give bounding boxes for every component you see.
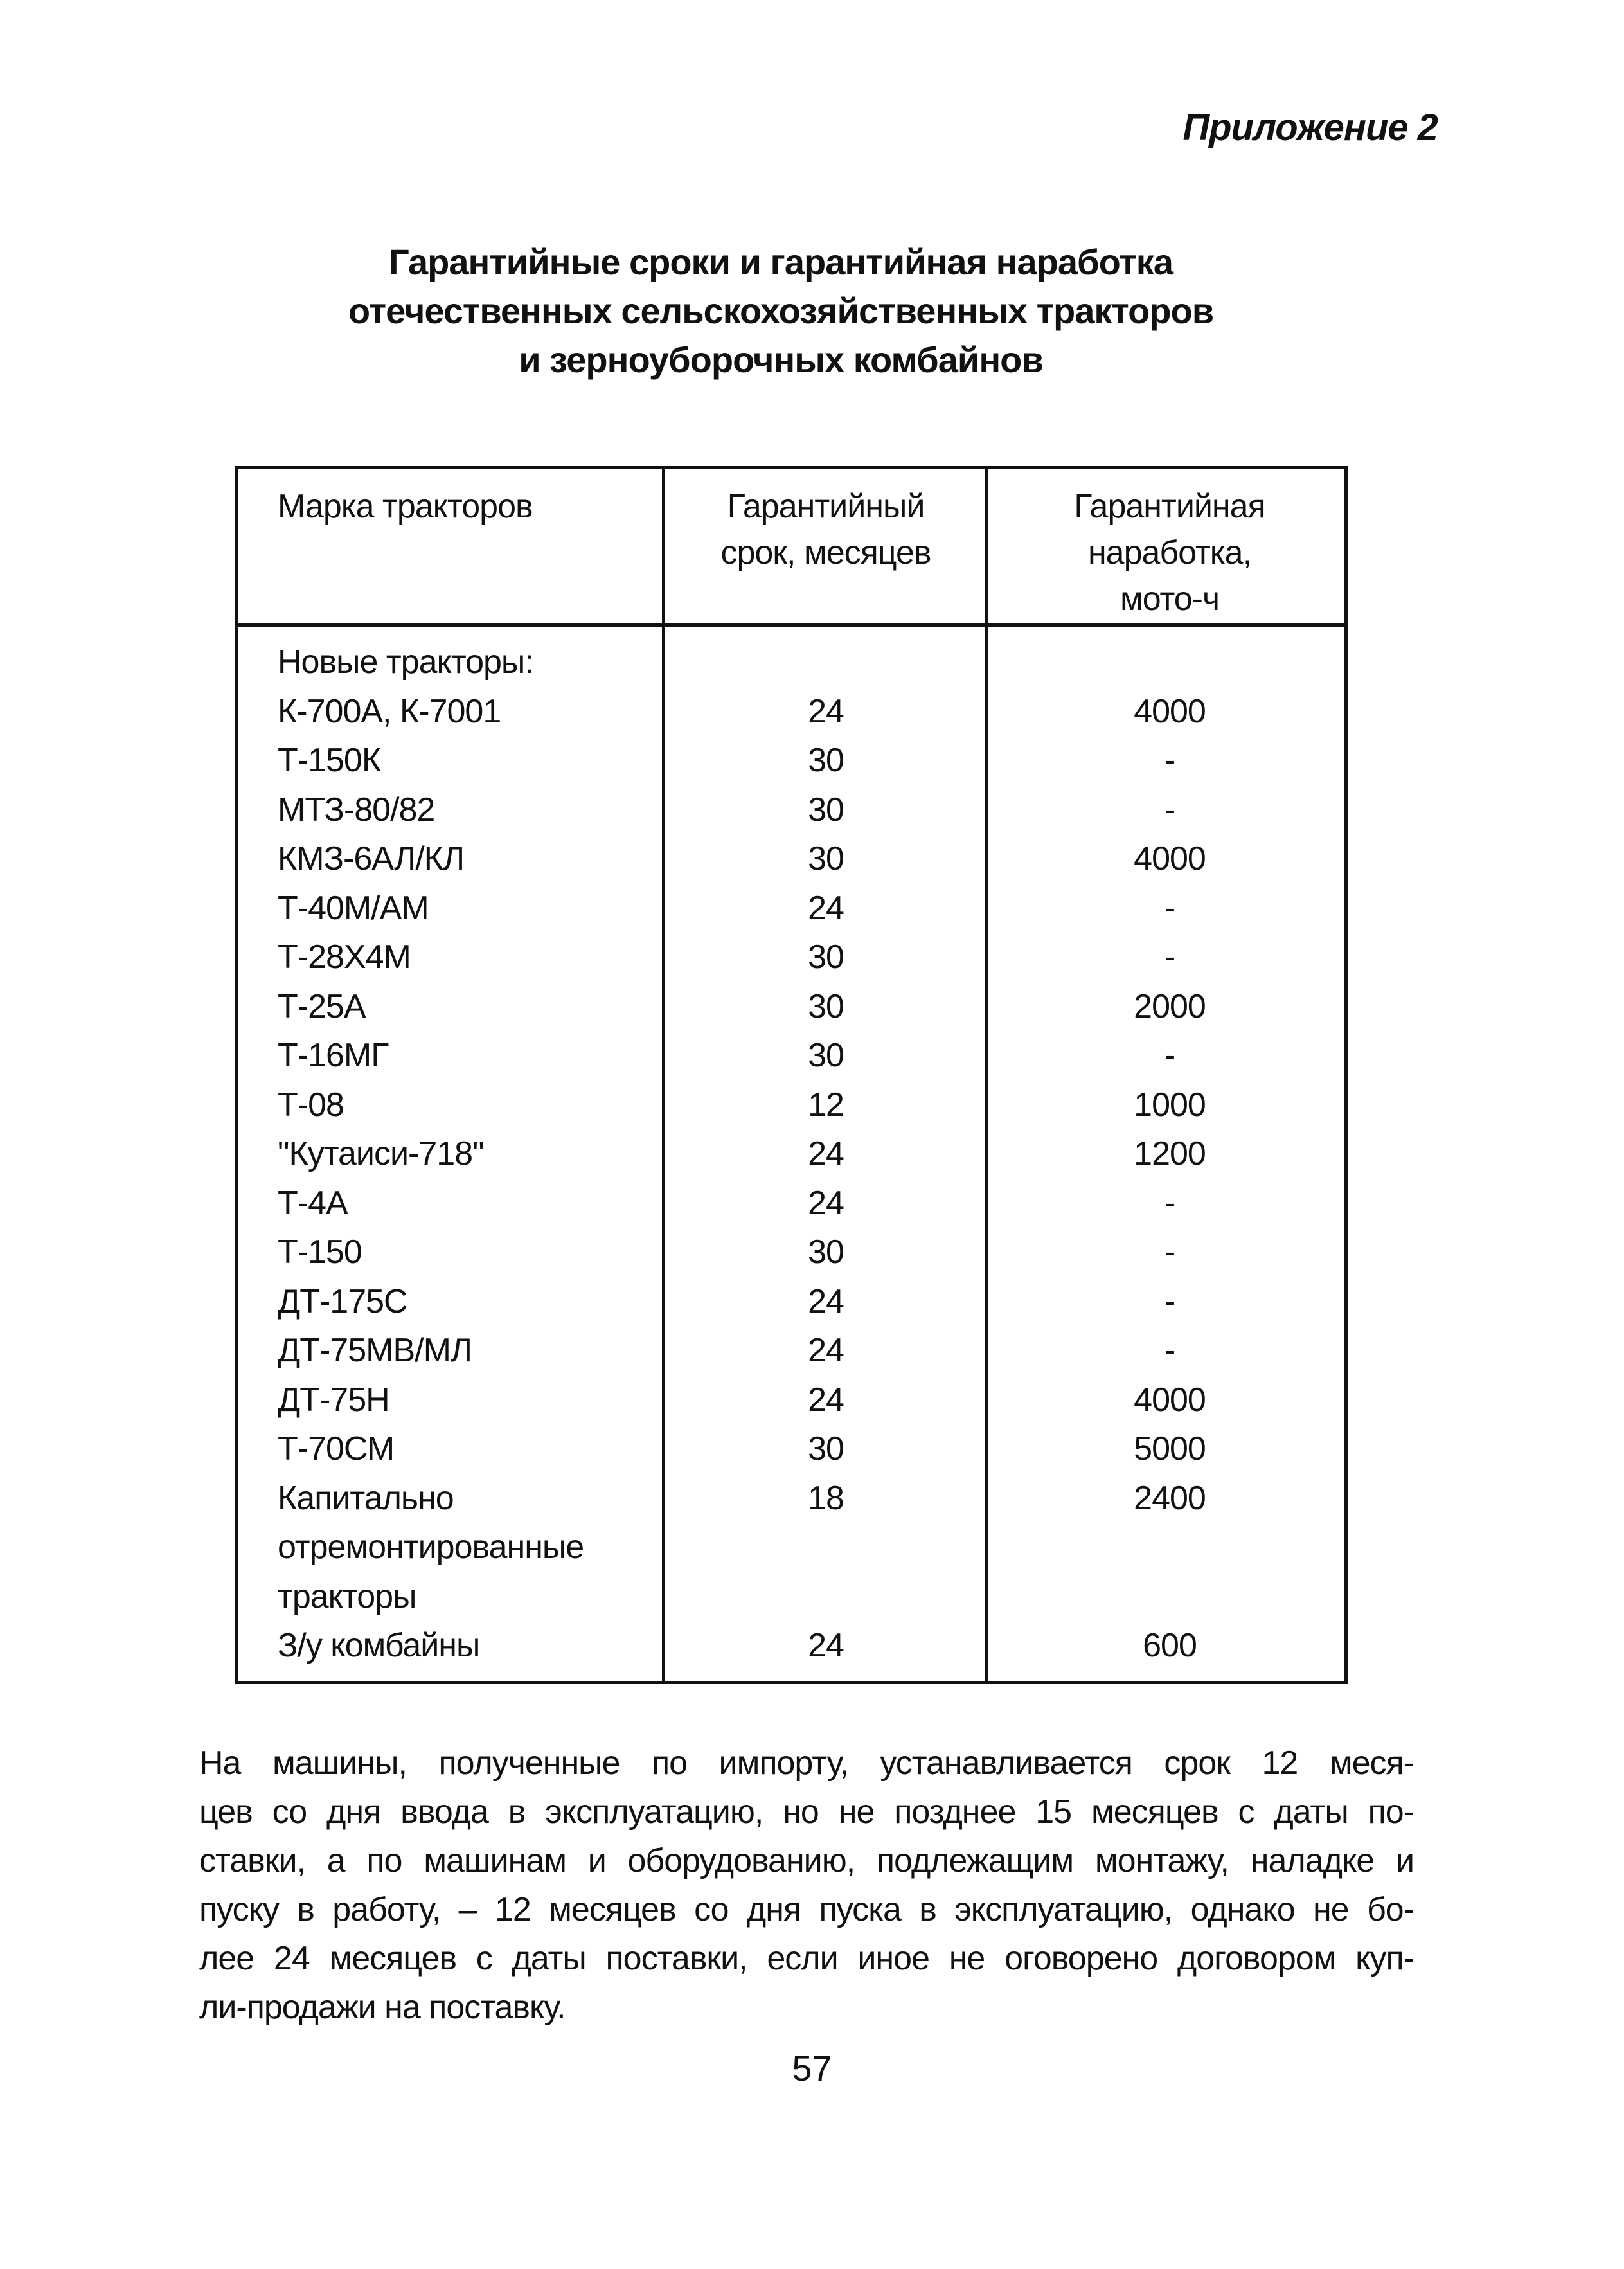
cell-brand	[278, 1424, 663, 1474]
footnote	[199, 1739, 1414, 2032]
cell-months: 18	[808, 1479, 844, 1517]
title-line: Гарантийные сроки и гарантийная наработка	[389, 242, 1173, 282]
cell-brand	[278, 1326, 663, 1376]
header-hours	[990, 483, 1350, 622]
table-row	[238, 884, 1344, 933]
cell-months: 30	[808, 791, 844, 829]
table-row	[238, 1474, 1344, 1622]
cell-months: 24	[808, 1627, 844, 1664]
cell-hours: -	[1164, 1037, 1175, 1074]
cell-months: 24	[808, 1184, 844, 1222]
cell-brand-line: Т-150	[278, 1233, 362, 1271]
cell-brand-line: З/у комбайны	[278, 1627, 480, 1664]
cell-hours: -	[1164, 1184, 1175, 1222]
cell-brand-line: Т-28Х4М	[278, 938, 411, 976]
header-brand	[278, 483, 533, 530]
cell-months: 30	[808, 742, 844, 779]
cell-brand-line: Т-4А	[278, 1184, 348, 1222]
cell-months: 12	[808, 1086, 844, 1124]
footnote-line: пуску в работу, – 12 месяцев со дня пуска в эксплуатацию, однако не бо-	[199, 1891, 1414, 1928]
cell-months: 24	[808, 1135, 844, 1172]
cell-brand	[278, 1129, 663, 1179]
footnote-line: ли-продажи на поставку.	[199, 1989, 566, 2026]
cell-hours: -	[1164, 1282, 1175, 1320]
table-body	[238, 638, 1344, 1671]
cell-brand	[278, 785, 663, 835]
cell-brand-line: МТЗ-80/82	[278, 791, 435, 829]
cell-brand-line: Капитально	[278, 1479, 454, 1517]
cell-brand-line: Т-70СМ	[278, 1430, 395, 1467]
cell-hours: -	[1164, 791, 1175, 829]
header-hours-line: наработка,	[1087, 534, 1252, 571]
table-row	[238, 834, 1344, 884]
footnote-line: На машины, полученные по импорту, устанавливается срок 12 меся-	[199, 1744, 1414, 1782]
cell-hours: -	[1164, 938, 1175, 976]
cell-brand-line: ДТ-75МВ/МЛ	[278, 1332, 472, 1369]
table-row	[238, 933, 1344, 982]
cell-hours: 5000	[1134, 1430, 1206, 1467]
cell-months: 24	[808, 1332, 844, 1369]
cell-brand-line: отремонтированные	[278, 1529, 584, 1566]
cell-brand-line: Т-150К	[278, 742, 381, 779]
cell-brand-line: тракторы	[278, 1577, 416, 1615]
table-row	[238, 638, 1344, 687]
cell-months: 30	[808, 1430, 844, 1467]
cell-brand-line: КМЗ-6АЛ/КЛ	[278, 840, 465, 877]
cell-brand-line: Т-40М/АМ	[278, 889, 429, 927]
footnote-line: ставки, а по машинам и оборудованию, подлежащим монтажу, наладке и	[199, 1842, 1414, 1879]
cell-brand	[278, 834, 663, 884]
cell-months: 24	[808, 889, 844, 927]
table-row	[238, 1081, 1344, 1130]
cell-brand	[278, 638, 663, 687]
document-title	[167, 238, 1395, 384]
header-hours-line: мото-ч	[1120, 580, 1220, 618]
table-row	[238, 1376, 1344, 1425]
cell-hours: 600	[1143, 1627, 1197, 1664]
table-row	[238, 1129, 1344, 1179]
cell-brand	[278, 1621, 663, 1671]
cell-brand	[278, 1179, 663, 1228]
cell-brand	[278, 982, 663, 1032]
table-row	[238, 1228, 1344, 1277]
title-line: и зерноуборочных комбайнов	[519, 339, 1043, 380]
footnote-line: цев со дня ввода в эксплуатацию, но не позднее 15 месяцев с даты по-	[199, 1793, 1414, 1831]
cell-brand-line: Т-08	[278, 1086, 344, 1124]
cell-months: 30	[808, 840, 844, 877]
cell-months: 24	[808, 1381, 844, 1419]
appendix-label: Приложение 2	[1182, 107, 1438, 148]
cell-brand	[278, 1228, 663, 1277]
header-hours-line: Гарантийная	[1074, 488, 1265, 525]
cell-hours: -	[1164, 742, 1175, 779]
cell-brand-line: Новые тракторы:	[278, 643, 533, 681]
header-months-line: Гарантийный	[727, 488, 925, 525]
cell-brand-line: Т-25А	[278, 987, 366, 1025]
cell-hours: 2000	[1134, 987, 1206, 1025]
warranty-table	[235, 466, 1348, 1684]
cell-brand-line: К-700А, К-7001	[278, 692, 501, 730]
cell-hours: 1000	[1134, 1086, 1206, 1124]
cell-hours: 4000	[1134, 840, 1206, 877]
cell-brand-line: "Кутаиси-718"	[278, 1135, 484, 1172]
cell-brand-line: ДТ-75Н	[278, 1381, 389, 1419]
footnote-line: лее 24 месяцев с даты поставки, если иное не оговорено договором куп-	[199, 1940, 1414, 1977]
cell-brand	[278, 687, 663, 737]
table-row	[238, 1277, 1344, 1327]
table-row	[238, 785, 1344, 835]
title-line: отечественных сельскохозяйственных тракторов	[348, 291, 1214, 331]
header-divider	[238, 623, 1344, 627]
cell-months: 24	[808, 1282, 844, 1320]
cell-brand	[278, 1277, 663, 1327]
table-row	[238, 736, 1344, 785]
page-number: 57	[792, 2048, 832, 2088]
table-row	[238, 687, 1344, 737]
cell-brand	[278, 1474, 663, 1622]
table-row	[238, 1326, 1344, 1376]
cell-months: 24	[808, 692, 844, 730]
cell-brand	[278, 933, 663, 982]
header-brand-line: Марка тракторов	[278, 488, 533, 525]
cell-hours: -	[1164, 1332, 1175, 1369]
cell-brand-line: Т-16МГ	[278, 1037, 389, 1074]
cell-hours: -	[1164, 1233, 1175, 1271]
table-row	[238, 982, 1344, 1032]
cell-brand	[278, 1376, 663, 1425]
cell-brand	[278, 736, 663, 785]
cell-brand	[278, 1031, 663, 1081]
cell-months: 30	[808, 938, 844, 976]
table-row	[238, 1179, 1344, 1228]
header-months-line: срок, месяцев	[720, 534, 931, 571]
cell-brand-line: ДТ-175С	[278, 1282, 407, 1320]
cell-months: 30	[808, 987, 844, 1025]
cell-hours: 1200	[1134, 1135, 1206, 1172]
table-row	[238, 1424, 1344, 1474]
cell-hours: 4000	[1134, 1381, 1206, 1419]
cell-months: 30	[808, 1037, 844, 1074]
cell-hours: 4000	[1134, 692, 1206, 730]
cell-brand	[278, 1081, 663, 1130]
table-row	[238, 1031, 1344, 1081]
cell-hours: 2400	[1134, 1479, 1206, 1517]
header-months	[665, 483, 986, 576]
table-row	[238, 1621, 1344, 1671]
cell-brand	[278, 884, 663, 933]
cell-hours: -	[1164, 889, 1175, 927]
cell-months: 30	[808, 1233, 844, 1271]
